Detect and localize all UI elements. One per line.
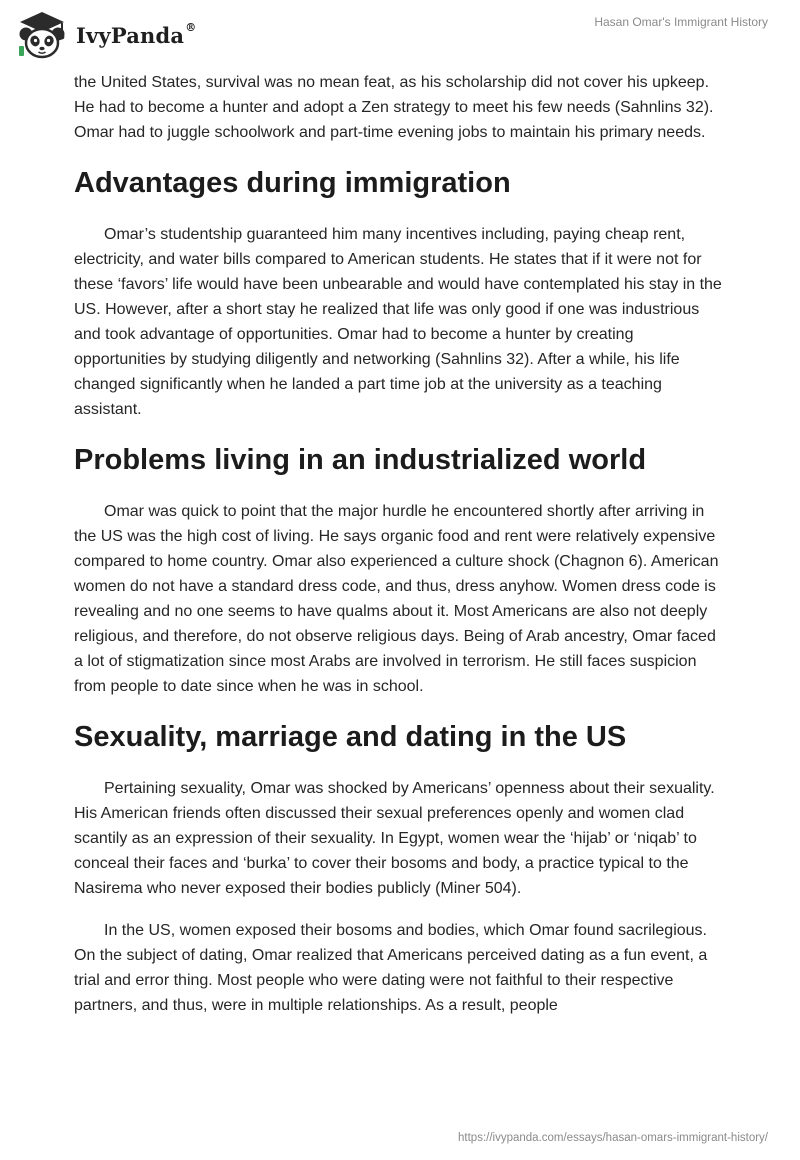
section-heading-sexuality: Sexuality, marriage and dating in the US [74,721,627,753]
logo-wordmark: IvyPanda® [76,21,197,48]
essay-content [74,70,726,1018]
panda-graduate-icon [14,8,70,60]
source-url-link[interactable]: https://ivypanda.com/essays/hasan-omars-immigrant-history/ [458,1132,768,1144]
section-paragraph: Pertaining sexuality, Omar was shocked by Americans’ openness about their sexuality. His American friends often discussed their sexual preferences openly and women clad scantily as an expression of their sexuality. In Egypt, women wear the ‘hijab’ or ‘niqab’ to conceal their faces and ‘burka’ to cover their bosoms and body, a practice typical to the Nasirema who never exposed their bodies publicly (Miner 504). [74,780,715,897]
ivypanda-logo[interactable] [14,8,214,60]
section-paragraph: Omar’s studentship guaranteed him many incentives including, paying cheap rent, electricity, and water bills compared to American students. He states that if it were not for these ‘favors’ life would have been unbearable and would have contemplated his stay in the US. However, after a short stay he realized that life was only good if one was industrious and took advantage of opportunities. Omar had to become a hunter by creating opportunities by studying diligently and networking (Sahnlins 32). After a while, his life changed significantly when he landed a part time job at the university as a teaching assistant. [74,226,722,418]
section-paragraph: In the US, women exposed their bosoms and bodies, which Omar found sacrilegious. On the subject of dating, Omar realized that Americans perceived dating as a fun event, a trial and error thing. Most people who were dating were not faithful to their respective partners, and thus, were in multiple relationships. As a result, people [74,922,708,1014]
intro-paragraph: the United States, survival was no mean feat, as his scholarship did not cover his upkeep. He had to become a hunter and adopt a Zen strategy to meet his few needs (Sahnlins 32). Omar had to juggle schoolwork and part-time evening jobs to maintain his primary needs. [74,74,714,141]
document-title: Hasan Omar's Immigrant History [594,15,768,29]
section-heading-problems: Problems living in an industrialized world [74,444,647,476]
section-paragraph: Omar was quick to point that the major hurdle he encountered shortly after arriving in the US was the high cost of living. He says organic food and rent were relatively expensive compared to home country. Omar also experienced a culture shock (Chagnon 6). American women do not have a standard dress code, and thus, dress anyhow. Women dress code is revealing and no one seems to have qualms about it. Most Americans are also not deeply religious, and therefore, do not observe religious days. Being of Arab ancestry, Omar faced a lot of stigmatization since most Arabs are involved in terrorism. He still faces suspicion from people to date since when he was in school. [74,503,719,695]
section-heading-advantages: Advantages during immigration [74,167,511,199]
page-header [0,0,800,70]
